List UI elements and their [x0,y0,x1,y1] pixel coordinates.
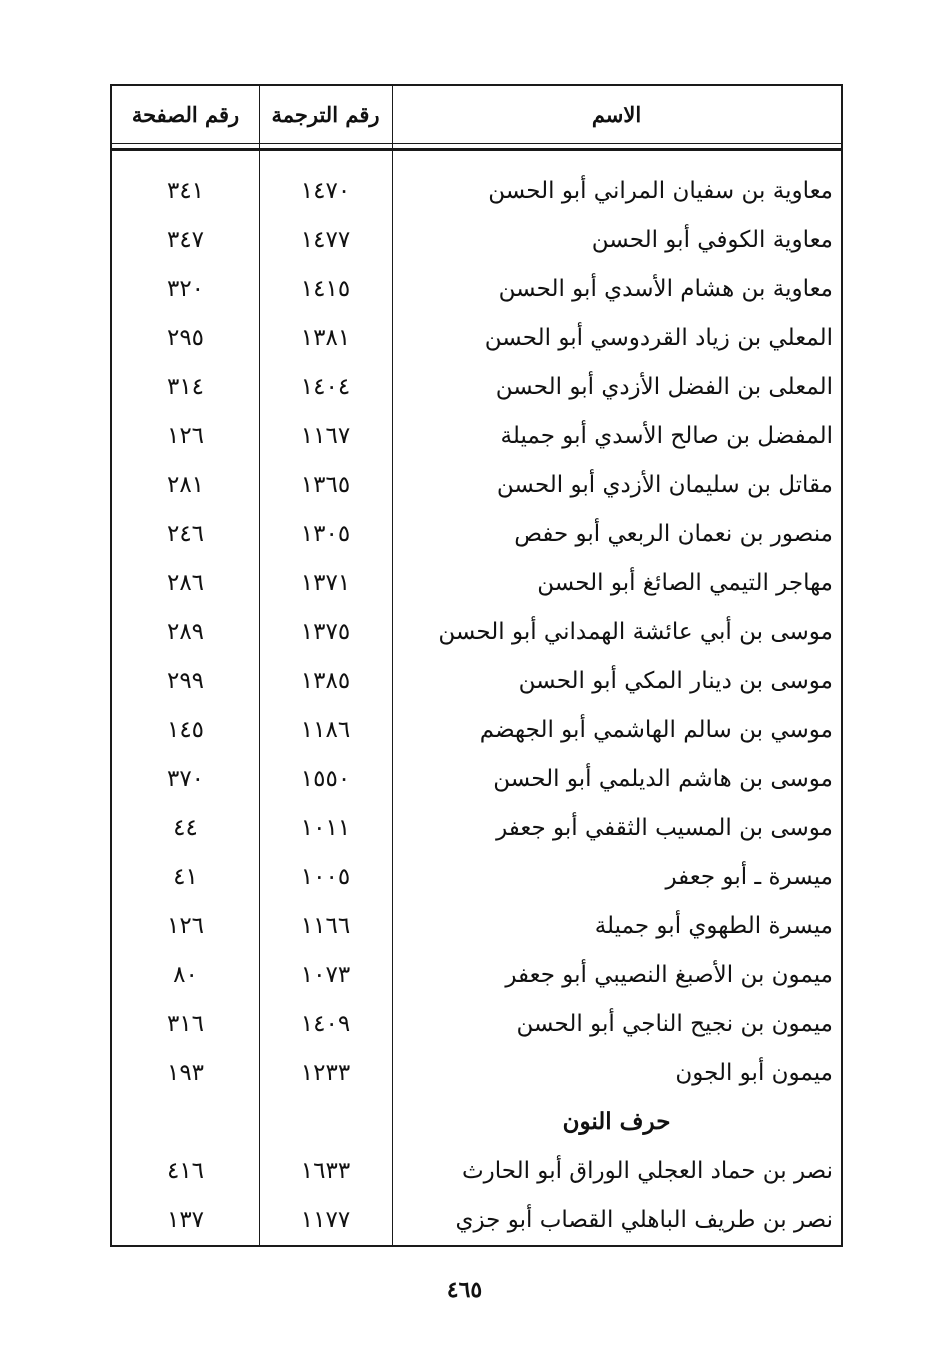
table-row [112,852,841,901]
page-reference: ٢٩٩ [166,667,205,694]
translation-number: ١٢٣٣ [300,1059,351,1086]
translation-number: ١٤٧٧ [300,226,351,253]
header-translation-number: رقم الترجمة [271,102,380,127]
translation-number: ١٣٨١ [300,324,351,351]
index-table [110,84,843,1247]
translation-number: ١١٧٧ [300,1206,351,1233]
table-row [112,362,841,411]
translation-number: ١٣٧٥ [300,618,351,645]
table-row [112,166,841,215]
person-name: نصر بن طريف الباهلي القصاب أبو جزي [455,1206,833,1233]
table-row [112,1195,841,1244]
translation-number: ١٠٧٣ [300,961,351,988]
page-reference: ٣١٤ [166,373,205,400]
page-reference: ٣٧٠ [166,765,205,792]
translation-number: ١٤٧٠ [300,177,351,204]
table-row [112,607,841,656]
page-reference: ٢٨٩ [166,618,205,645]
person-name: معاوية بن سفيان المراني أبو الحسن [488,177,833,204]
translation-number: ١١٦٦ [300,912,351,939]
header-page-number: رقم الصفحة [131,102,240,127]
header-name: الاسم [591,102,642,127]
page-reference: ٣٢٠ [166,275,205,302]
translation-number: ١١٦٧ [300,422,351,449]
header-rule-thin [112,143,841,144]
person-name: موسي بن سالم الهاشمي أبو الجهضم [479,716,833,743]
person-name: ميسرة ـ أبو جعفر [665,863,833,890]
person-name: المفضل بن صالح الأسدي أبو جميلة [500,422,833,449]
translation-number: ١٠١١ [300,814,351,841]
table-row [112,411,841,460]
person-name: المعلى بن الفضل الأزدي أبو الحسن [495,373,833,400]
page-number: ٤٦٥ [446,1277,483,1303]
table-row [112,313,841,362]
page-reference: ٨٠ [173,961,198,988]
person-name: مقاتل بن سليمان الأزدي أبو الحسن [496,471,833,498]
translation-number: ١٣٠٥ [300,520,351,547]
table-row [112,656,841,705]
person-name: ميمون بن الأصبغ النصيبي أبو جعفر [505,961,833,988]
table-row [112,901,841,950]
translation-number: ١٣٨٥ [300,667,351,694]
person-name: ميمون أبو الجون [675,1059,833,1086]
section-heading: حرف النون [562,1108,671,1135]
person-name: ميسرة الطهوي أبو جميلة [594,912,833,939]
table-body [112,166,841,1244]
person-name: منصور بن نعمان الربعي أبو حفص [514,520,833,547]
translation-number: ١٣٧١ [300,569,351,596]
person-name: المعلي بن زياد القردوسي أبو الحسن [484,324,833,351]
page-reference: ٢٨٦ [166,569,205,596]
page-reference: ١٢٦ [166,422,205,449]
translation-number: ١٤٠٩ [300,1010,351,1037]
table-row [112,999,841,1048]
page-reference: ٢٨١ [166,471,205,498]
page-reference: ٢٤٦ [166,520,205,547]
table-row [112,264,841,313]
person-name: ميمون بن نجيح الناجي أبو الحسن [516,1010,833,1037]
table-row [112,950,841,999]
translation-number: ١٥٥٠ [300,765,351,792]
person-name: موسى بن المسيب الثقفي أبو جعفر [496,814,833,841]
table-row [112,705,841,754]
table-row [112,1048,841,1097]
person-name: معاوية بن هشام الأسدي أبو الحسن [498,275,833,302]
person-name: موسى بن أبي عائشة الهمداني أبو الحسن [438,618,833,645]
translation-number: ١٣٦٥ [300,471,351,498]
translation-number: ١١٨٦ [300,716,351,743]
page-reference: ٢٩٥ [166,324,205,351]
person-name: معاوية الكوفي أبو الحسن [591,226,833,253]
person-name: نصر بن حماد العجلي الوراق أبو الحارث [461,1157,833,1184]
header-rule-thick [112,148,841,151]
person-name: موسى بن هاشم الديلمي أبو الحسن [493,765,833,792]
person-name: موسى بن دينار المكي أبو الحسن [518,667,833,694]
page-reference: ٤١ [173,863,198,890]
page-reference: ٣٤٧ [166,226,205,253]
table-row [112,558,841,607]
table-row [112,215,841,264]
person-name: مهاجر التيمي الصائغ أبو الحسن [537,569,833,596]
translation-number: ١٤٠٤ [300,373,351,400]
translation-number: ١٦٣٣ [300,1157,351,1184]
table-row [112,460,841,509]
page-reference: ٤١٦ [166,1157,205,1184]
page-reference: ٣١٦ [166,1010,205,1037]
page-reference: ٤٤ [173,814,198,841]
section-row [112,1097,841,1146]
page-reference: ١٣٧ [166,1206,205,1233]
table-row [112,1146,841,1195]
table-row [112,509,841,558]
translation-number: ١٤١٥ [300,275,351,302]
table-row [112,803,841,852]
table-row [112,754,841,803]
page-reference: ١٤٥ [166,716,205,743]
translation-number: ١٠٠٥ [300,863,351,890]
page-reference: ١٢٦ [166,912,205,939]
page-reference: ١٩٣ [166,1059,205,1086]
page-reference: ٣٤١ [166,177,205,204]
